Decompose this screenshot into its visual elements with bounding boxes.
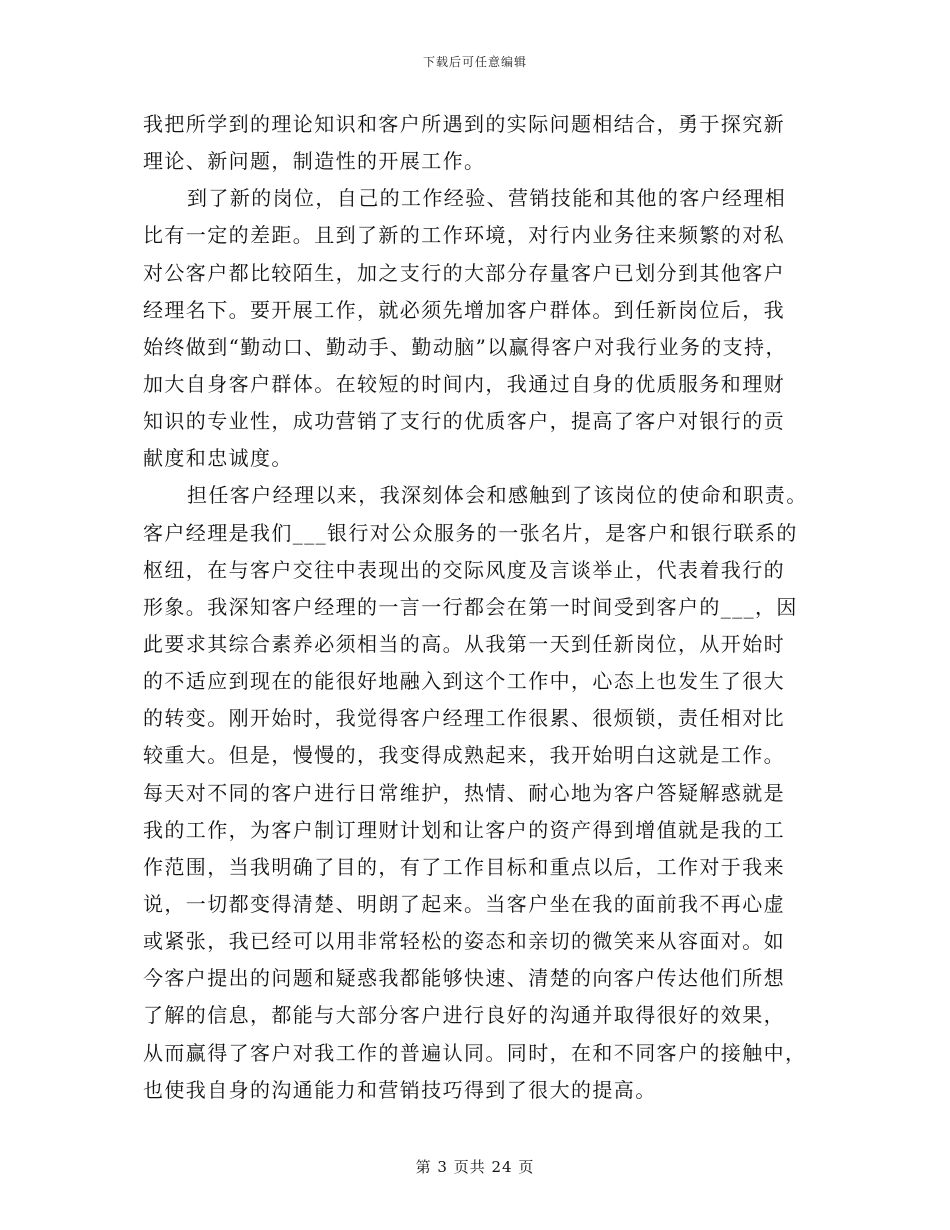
text-line: 理论、新问题，制造性的开展工作。 [143, 149, 486, 174]
text-line: 的不适应到现在的能很好地融入到这个工作中，心态上也发生了很大 [143, 669, 785, 694]
text-line: 知识的专业性，成功营销了支行的优质客户，提高了客户对银行的贡 [143, 409, 785, 434]
text-line: 说，一切都变得清楚、明朗了起来。当客户坐在我的面前我不再心虚 [143, 891, 785, 916]
text-line: 经理名下。要开展工作，就必须先增加客户群体。到任新岗位后，我 [143, 297, 785, 322]
text-line: 始终做到“勤动口、勤动手、勤动脑”以赢得客户对我行业务的支持， [143, 334, 787, 359]
text-line: 比有一定的差距。且到了新的工作环境，对行内业务往来频繁的对私 [143, 223, 785, 248]
text-line: 枢纽，在与客户交往中表现出的交际风度及言谈举止，代表着我行的 [143, 557, 785, 582]
text-line: 或紧张，我已经可以用非常轻松的姿态和亲切的微笑来从容面对。如 [143, 929, 785, 954]
body-text [143, 106, 813, 1109]
text-line: 作范围，当我明确了目的，有了工作目标和重点以后，工作对于我来 [143, 854, 785, 879]
text-line: 客户经理是我们___银行对公众服务的一张名片，是客户和银行联系的 [143, 520, 798, 545]
text-line: 此要求其综合素养必须相当的高。从我第一天到任新岗位，从开始时 [143, 631, 785, 656]
text-line: 的转变。刚开始时，我觉得客户经理工作很累、很烦锁，责任相对比 [143, 706, 785, 731]
text-line: 我的工作，为客户制订理财计划和让客户的资产得到增值就是我的工 [143, 817, 785, 842]
text-line: 我把所学到的理论知识和客户所遇到的实际问题相结合，勇于探究新 [143, 112, 785, 136]
text-line: 每天对不同的客户进行日常维护，热情、耐心地为客户答疑解惑就是 [143, 780, 785, 805]
text-line: 形象。我深知客户经理的一言一行都会在第一时间受到客户的___，因 [143, 594, 798, 619]
text-line: 献度和忠诚度。 [143, 446, 293, 471]
text-line: 也使我自身的沟通能力和营销技巧得到了很大的提高。 [143, 1077, 657, 1102]
text-line: 加大自身客户群体。在较短的时间内，我通过自身的优质服务和理财 [143, 371, 785, 396]
text-line: 了解的信息，都能与大部分客户进行良好的沟通并取得很好的效果， [143, 1003, 785, 1028]
text-line: 较重大。但是，慢慢的，我变得成熟起来，我开始明白这就是工作。 [143, 743, 785, 768]
text-line: 从而赢得了客户对我工作的普遍认同。同时，在和不同客户的接触中， [143, 1040, 807, 1065]
text-line: 对公客户都比较陌生，加之支行的大部分存量客户已划分到其他客户 [143, 260, 785, 285]
paragraph-start-line: 到了新的岗位，自己的工作经验、营销技能和其他的客户经理相 [187, 186, 787, 211]
page-header-note: 下载后可任意编辑 [422, 55, 527, 69]
text-line: 今客户提出的问题和疑惑我都能够快速、清楚的向客户传达他们所想 [143, 966, 785, 991]
page-number: 第 3 页共 24 页 [415, 1158, 535, 1176]
paragraph-start-line: 担任客户经理以来，我深刻体会和感触到了该岗位的使命和职责。 [187, 483, 808, 508]
